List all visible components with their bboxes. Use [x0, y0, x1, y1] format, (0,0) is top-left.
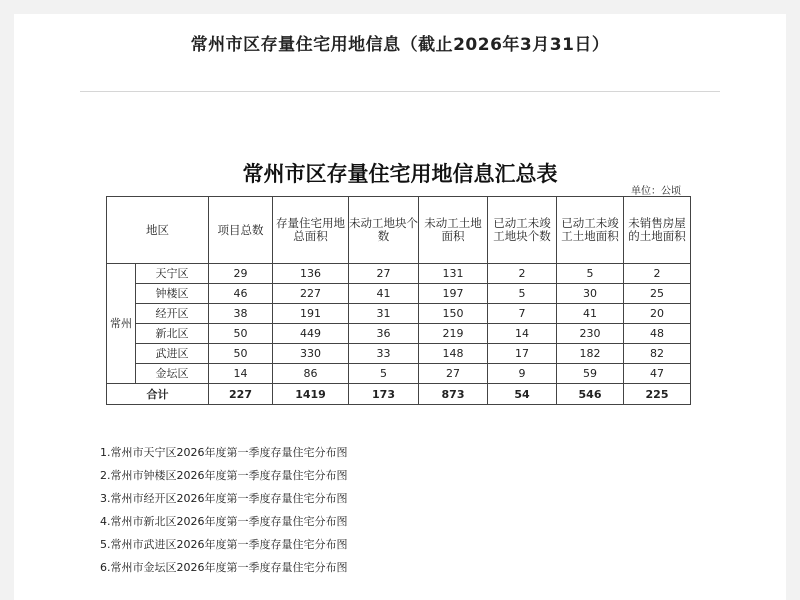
table-cell: 86 — [273, 364, 349, 384]
total-row — [107, 384, 691, 405]
table-row — [107, 324, 691, 344]
map-list — [100, 446, 348, 584]
table-cell: 30 — [557, 284, 624, 304]
total-cell: 173 — [349, 384, 419, 405]
table-row — [107, 344, 691, 364]
table-cell: 2 — [624, 264, 691, 284]
table-cell: 191 — [273, 304, 349, 324]
table-title: 常州市区存量住宅用地信息汇总表 — [242, 161, 558, 186]
table-cell: 197 — [419, 284, 488, 304]
header-total-area: 存量住宅用地总面积 — [273, 197, 349, 264]
map-list-item-jintan[interactable]: 6.常州市金坛区2026年度第一季度存量住宅分布图 — [100, 561, 348, 574]
page-title: 常州市区存量住宅用地信息（截止2026年3月31日） — [190, 35, 610, 55]
city-cell: 常州 — [107, 264, 136, 384]
district-cell: 武进区 — [136, 344, 209, 364]
total-label: 合计 — [107, 384, 209, 405]
title-divider — [80, 91, 720, 92]
header-started-unfinished-area: 已动工未竣工土地面积 — [557, 197, 624, 264]
table-cell: 59 — [557, 364, 624, 384]
table-cell: 20 — [624, 304, 691, 324]
table-cell: 17 — [488, 344, 557, 364]
district-cell: 天宁区 — [136, 264, 209, 284]
total-cell: 225 — [624, 384, 691, 405]
table-cell: 46 — [209, 284, 273, 304]
table-cell: 50 — [209, 324, 273, 344]
header-unsold-area: 未销售房屋的土地面积 — [624, 197, 691, 264]
table-cell: 182 — [557, 344, 624, 364]
table-cell: 219 — [419, 324, 488, 344]
table-cell: 48 — [624, 324, 691, 344]
table-cell: 7 — [488, 304, 557, 324]
table-cell: 131 — [419, 264, 488, 284]
total-cell: 546 — [557, 384, 624, 405]
table-cell: 150 — [419, 304, 488, 324]
header-started-unfinished-count: 已动工未竣工地块个数 — [488, 197, 557, 264]
map-list-item-tianning[interactable]: 1.常州市天宁区2026年度第一季度存量住宅分布图 — [100, 446, 348, 459]
total-cell: 873 — [419, 384, 488, 405]
district-cell: 经开区 — [136, 304, 209, 324]
total-cell: 1419 — [273, 384, 349, 405]
table-cell: 47 — [624, 364, 691, 384]
header-region: 地区 — [107, 197, 209, 264]
table-cell: 5 — [349, 364, 419, 384]
table-cell: 41 — [557, 304, 624, 324]
header-project-count: 项目总数 — [209, 197, 273, 264]
table-cell: 27 — [349, 264, 419, 284]
table-cell: 5 — [557, 264, 624, 284]
table-cell: 50 — [209, 344, 273, 364]
district-cell: 钟楼区 — [136, 284, 209, 304]
table-row — [107, 264, 691, 284]
table-cell: 41 — [349, 284, 419, 304]
table-cell: 38 — [209, 304, 273, 324]
table-cell: 2 — [488, 264, 557, 284]
total-cell: 54 — [488, 384, 557, 405]
table-cell: 27 — [419, 364, 488, 384]
table-cell: 29 — [209, 264, 273, 284]
district-cell: 金坛区 — [136, 364, 209, 384]
table-cell: 449 — [273, 324, 349, 344]
table-cell: 31 — [349, 304, 419, 324]
table-cell: 148 — [419, 344, 488, 364]
table-row — [107, 284, 691, 304]
table-cell: 14 — [209, 364, 273, 384]
table-row — [107, 364, 691, 384]
table-cell: 14 — [488, 324, 557, 344]
summary-table — [106, 196, 691, 405]
table-cell: 25 — [624, 284, 691, 304]
table-cell: 33 — [349, 344, 419, 364]
header-unstarted-count: 未动工地块个数 — [349, 197, 419, 264]
table-cell: 36 — [349, 324, 419, 344]
table-row — [107, 304, 691, 324]
map-list-item-wujin[interactable]: 5.常州市武进区2026年度第一季度存量住宅分布图 — [100, 538, 348, 551]
map-list-item-jingkai[interactable]: 3.常州市经开区2026年度第一季度存量住宅分布图 — [100, 492, 348, 505]
header-unstarted-area: 未动工土地面积 — [419, 197, 488, 264]
table-cell: 82 — [624, 344, 691, 364]
table-cell: 9 — [488, 364, 557, 384]
table-cell: 230 — [557, 324, 624, 344]
map-list-item-zhonglou[interactable]: 2.常州市钟楼区2026年度第一季度存量住宅分布图 — [100, 469, 348, 482]
district-cell: 新北区 — [136, 324, 209, 344]
unit-label: 单位：公顷 — [631, 186, 681, 197]
table-cell: 227 — [273, 284, 349, 304]
table-cell: 5 — [488, 284, 557, 304]
table-cell: 330 — [273, 344, 349, 364]
table-cell: 136 — [273, 264, 349, 284]
map-list-item-xinbei[interactable]: 4.常州市新北区2026年度第一季度存量住宅分布图 — [100, 515, 348, 528]
total-cell: 227 — [209, 384, 273, 405]
